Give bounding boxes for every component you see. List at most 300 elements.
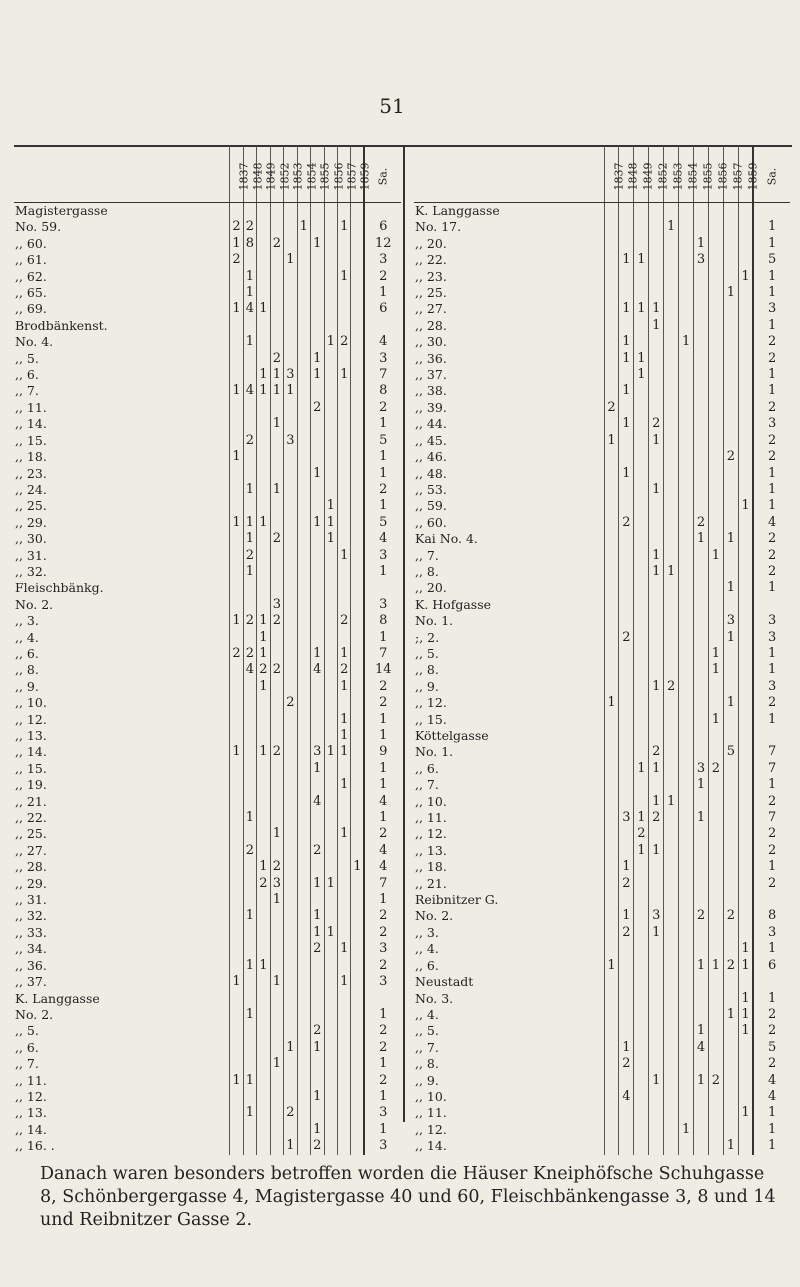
year-cell [311, 958, 324, 974]
year-cell [619, 236, 634, 252]
year-cell [351, 400, 364, 416]
year-cell [351, 974, 364, 990]
year-cell [351, 777, 364, 793]
sum-cell: 1 [753, 367, 790, 383]
year-cell [351, 367, 364, 383]
year-cell [230, 728, 243, 744]
row-label: ,, 30. [15, 531, 47, 547]
year-cell [664, 498, 679, 514]
year-cell [284, 958, 297, 974]
year-cell: 1 [664, 564, 679, 580]
year-cell [664, 908, 679, 924]
year-cell: 2 [270, 859, 283, 875]
year-cell [297, 810, 310, 826]
year-cell [708, 843, 723, 859]
year-cell: 1 [243, 564, 256, 580]
row-label: ,, 46. [415, 449, 447, 465]
year-cell [738, 1040, 753, 1056]
year-cell [324, 203, 337, 220]
year-cell [649, 498, 664, 514]
sum-cell [753, 728, 790, 744]
year-cell [604, 301, 619, 317]
sum-cell: 2 [364, 1073, 401, 1089]
year-cell [634, 1073, 649, 1089]
year-cell [257, 466, 270, 482]
year-cell: 1 [230, 974, 243, 990]
row-label: ,, 32. [15, 908, 47, 924]
year-cell [723, 548, 738, 564]
year-cell [604, 466, 619, 482]
year-cell [664, 269, 679, 285]
year-cell [604, 810, 619, 826]
year-cell [351, 203, 364, 220]
row-label: Brodbänkenst. [15, 317, 108, 333]
year-cell [243, 991, 256, 1007]
table-row [14, 1122, 401, 1138]
year-cell: 1 [351, 859, 364, 875]
year-cell [679, 400, 694, 416]
sum-cell: 2 [753, 433, 790, 449]
sum-cell [364, 203, 401, 220]
year-cell [679, 564, 694, 580]
year-cell [311, 498, 324, 514]
year-cell [708, 1023, 723, 1039]
year-cell [708, 482, 723, 498]
year-cell [324, 1040, 337, 1056]
sum-cell [364, 318, 401, 334]
year-cell [270, 433, 283, 449]
year-cell [257, 777, 270, 793]
year-cell [649, 941, 664, 957]
year-cell [619, 679, 634, 695]
year-cell [619, 712, 634, 728]
year-cell [311, 728, 324, 744]
year-cell [324, 219, 337, 235]
year-cell [257, 318, 270, 334]
year-cell [664, 744, 679, 760]
year-cell: 1 [619, 351, 634, 367]
year-cell [284, 351, 297, 367]
year-cell [694, 859, 709, 875]
year-cell [270, 761, 283, 777]
year-cell: 2 [337, 662, 350, 678]
year-cell [351, 482, 364, 498]
year-cell [708, 1089, 723, 1105]
row-label: Kai No. 4. [415, 531, 478, 547]
year-cell [738, 843, 753, 859]
table-row [414, 318, 790, 334]
year-cell [679, 433, 694, 449]
sum-cell: 1 [753, 991, 790, 1007]
year-cell [243, 203, 256, 220]
sum-cell: 1 [753, 1105, 790, 1121]
year-cell [243, 318, 256, 334]
year-cell [337, 1105, 350, 1121]
table-row [414, 662, 790, 678]
table-row [414, 761, 790, 777]
year-cell [649, 974, 664, 990]
year-cell [284, 646, 297, 662]
sum-cell: 2 [753, 351, 790, 367]
year-cell [284, 580, 297, 596]
year-cell [270, 991, 283, 1007]
sum-cell: 1 [364, 498, 401, 514]
year-cell [649, 351, 664, 367]
year-cell [634, 580, 649, 596]
year-cell [284, 859, 297, 875]
year-cell [243, 466, 256, 482]
row-label: ,, 29. [15, 514, 47, 530]
year-cell [619, 744, 634, 760]
year-cell [257, 433, 270, 449]
year-cell: 1 [649, 679, 664, 695]
sum-cell: 2 [364, 482, 401, 498]
year-cell: 2 [270, 744, 283, 760]
year-cell [708, 367, 723, 383]
year-cell [679, 826, 694, 842]
table-row [14, 548, 401, 564]
year-cell [337, 301, 350, 317]
year-cell [694, 712, 709, 728]
year-cell [694, 1122, 709, 1138]
year-cell [324, 941, 337, 957]
table-row [414, 449, 790, 465]
year-cell [351, 744, 364, 760]
year-label: 1855 [701, 162, 715, 190]
year-cell [257, 728, 270, 744]
row-label: ,, 5. [15, 1023, 39, 1039]
row-label: ,, 39. [415, 399, 447, 415]
year-cell [619, 531, 634, 547]
table-row [414, 1122, 790, 1138]
year-cell: 2 [230, 646, 243, 662]
year-cell [634, 712, 649, 728]
year-cell [634, 236, 649, 252]
sum-cell: 1 [753, 777, 790, 793]
table-row [14, 416, 401, 432]
year-cell [297, 826, 310, 842]
year-cell [679, 794, 694, 810]
row-label: ,, 20. [415, 580, 447, 596]
year-cell [284, 203, 297, 220]
year-cell: 1 [243, 285, 256, 301]
year-cell [297, 1122, 310, 1138]
year-cell [738, 1056, 753, 1072]
year-cell [708, 1105, 723, 1121]
year-cell [694, 597, 709, 613]
year-cell [284, 449, 297, 465]
year-cell [619, 269, 634, 285]
year-cell: 1 [649, 794, 664, 810]
year-cell [311, 1007, 324, 1023]
year-cell [230, 531, 243, 547]
year-cell [634, 498, 649, 514]
year-cell [723, 351, 738, 367]
sum-cell: 2 [364, 679, 401, 695]
year-cell [738, 416, 753, 432]
sum-cell: 1 [753, 383, 790, 399]
year-cell [708, 383, 723, 399]
sum-cell: 7 [753, 744, 790, 760]
table-row [14, 367, 401, 383]
year-cell [619, 1073, 634, 1089]
year-cell [634, 744, 649, 760]
year-cell [284, 662, 297, 678]
year-cell [337, 482, 350, 498]
year-cell [311, 269, 324, 285]
table-row [414, 219, 790, 235]
row-label: ,, 6. [415, 760, 439, 776]
year-cell [284, 482, 297, 498]
year-cell: 1 [634, 351, 649, 367]
row-label: No. 1. [415, 744, 454, 760]
year-cell [243, 1056, 256, 1072]
year-cell: 1 [243, 269, 256, 285]
year-cell: 3 [619, 810, 634, 826]
row-label: ,, 27. [415, 301, 447, 317]
year-cell: 1 [649, 548, 664, 564]
row-label: ,, 15. [415, 711, 447, 727]
year-cell: 1 [324, 498, 337, 514]
table-row [14, 219, 401, 235]
row-label: ;, 2. [415, 629, 440, 645]
year-cell [337, 433, 350, 449]
year-cell [243, 761, 256, 777]
table-row [14, 876, 401, 892]
year-cell [351, 564, 364, 580]
year-cell [723, 1089, 738, 1105]
year-cell [694, 695, 709, 711]
year-cell [297, 400, 310, 416]
year-cell [723, 991, 738, 1007]
year-cell [634, 613, 649, 629]
year-cell [723, 1073, 738, 1089]
table-row [414, 531, 790, 547]
row-label: ,, 12. [415, 1121, 447, 1137]
year-cell [723, 400, 738, 416]
row-label: No. 59. [15, 219, 62, 235]
sum-cell: 2 [364, 826, 401, 842]
year-cell: 1 [257, 613, 270, 629]
year-cell [619, 991, 634, 1007]
year-cell [679, 728, 694, 744]
table-row [414, 1105, 790, 1121]
year-cell: 1 [270, 416, 283, 432]
sum-cell: 14 [364, 662, 401, 678]
year-cell [738, 449, 753, 465]
year-cell [664, 1073, 679, 1089]
year-cell [694, 1056, 709, 1072]
year-cell [694, 991, 709, 1007]
year-cell [604, 1007, 619, 1023]
table-row [414, 777, 790, 793]
table-row [14, 1040, 401, 1056]
year-cell [337, 876, 350, 892]
year-cell [351, 1056, 364, 1072]
year-cell [723, 794, 738, 810]
year-cell: 1 [708, 662, 723, 678]
year-cell [738, 515, 753, 531]
year-cell: 1 [619, 383, 634, 399]
row-label: ,, 3. [415, 924, 439, 940]
year-cell: 1 [270, 383, 283, 399]
year-cell [230, 597, 243, 613]
year-cell [604, 580, 619, 596]
table-row [414, 679, 790, 695]
table-row [414, 695, 790, 711]
year-cell: 2 [694, 515, 709, 531]
sum-cell: 3 [364, 252, 401, 268]
year-cell [634, 794, 649, 810]
sum-cell: 1 [364, 728, 401, 744]
table-row [14, 712, 401, 728]
table-row [14, 695, 401, 711]
row-label: ,, 3. [15, 613, 39, 629]
sum-cell: 9 [364, 744, 401, 760]
year-cell [230, 777, 243, 793]
year-label: 1856 [332, 162, 346, 190]
year-cell [604, 794, 619, 810]
year-cell [694, 219, 709, 235]
year-cell [664, 1138, 679, 1154]
row-label: ,, 7. [415, 547, 439, 563]
year-cell: 2 [311, 400, 324, 416]
year-cell [694, 1007, 709, 1023]
year-cell [337, 203, 350, 220]
sum-cell [364, 991, 401, 1007]
year-cell [311, 252, 324, 268]
year-cell: 1 [738, 958, 753, 974]
year-cell [270, 777, 283, 793]
sum-cell: 7 [753, 761, 790, 777]
year-cell [604, 728, 619, 744]
year-cell [270, 679, 283, 695]
year-cell [738, 859, 753, 875]
year-cell: 3 [284, 367, 297, 383]
year-cell [649, 958, 664, 974]
year-cell [324, 416, 337, 432]
row-label: ,, 20. [415, 235, 447, 251]
year-cell [649, 334, 664, 350]
table-row [414, 908, 790, 924]
year-cell [649, 203, 664, 220]
year-cell [723, 383, 738, 399]
table-row [14, 744, 401, 760]
year-cell: 1 [337, 826, 350, 842]
row-label: ,, 16. . [15, 1138, 55, 1154]
year-label: 1855 [318, 162, 332, 190]
year-cell: 1 [708, 958, 723, 974]
year-cell: 2 [230, 219, 243, 235]
year-cell [243, 1122, 256, 1138]
year-cell [297, 318, 310, 334]
year-cell [649, 1122, 664, 1138]
year-cell [257, 203, 270, 220]
year-cell [738, 318, 753, 334]
year-cell [230, 794, 243, 810]
year-cell [723, 515, 738, 531]
year-cell [634, 1056, 649, 1072]
year-cell [723, 269, 738, 285]
year-cell [634, 285, 649, 301]
sum-cell: 1 [753, 482, 790, 498]
year-cell [708, 1138, 723, 1154]
year-cell [634, 564, 649, 580]
year-cell [708, 466, 723, 482]
table-row [14, 433, 401, 449]
year-cell [324, 810, 337, 826]
year-cell [619, 1122, 634, 1138]
year-cell [257, 1056, 270, 1072]
year-cell [723, 679, 738, 695]
year-cell [257, 1007, 270, 1023]
year-cell: 2 [284, 695, 297, 711]
year-cell [664, 1056, 679, 1072]
year-cell [604, 482, 619, 498]
table-row [14, 1007, 401, 1023]
year-cell: 1 [337, 548, 350, 564]
year-cell [337, 597, 350, 613]
year-cell [324, 1073, 337, 1089]
year-cell [324, 285, 337, 301]
year-cell [337, 958, 350, 974]
table-row [14, 1073, 401, 1089]
left-table [14, 146, 401, 1155]
year-cell [619, 449, 634, 465]
year-cell [604, 252, 619, 268]
year-cell [604, 515, 619, 531]
year-cell [738, 728, 753, 744]
year-cell [337, 991, 350, 1007]
year-cell [738, 1138, 753, 1154]
year-cell [604, 597, 619, 613]
row-label: ,, 22. [15, 810, 47, 826]
year-cell [311, 334, 324, 350]
year-cell [297, 515, 310, 531]
year-cell [311, 974, 324, 990]
year-cell [619, 728, 634, 744]
year-cell [337, 1122, 350, 1138]
year-cell [230, 695, 243, 711]
year-cell [708, 318, 723, 334]
sum-cell: 2 [753, 334, 790, 350]
year-cell [664, 449, 679, 465]
year-cell [634, 1007, 649, 1023]
year-cell [738, 203, 753, 220]
year-cell [723, 728, 738, 744]
year-cell: 1 [723, 285, 738, 301]
table-row [14, 974, 401, 990]
year-cell: 1 [694, 777, 709, 793]
year-cell [694, 662, 709, 678]
year-cell [664, 826, 679, 842]
year-cell [257, 1023, 270, 1039]
year-cell [297, 383, 310, 399]
year-cell: 1 [337, 744, 350, 760]
table-row [14, 1138, 401, 1154]
table-row [414, 1040, 790, 1056]
year-cell [351, 843, 364, 859]
table-row [414, 925, 790, 941]
year-label: 1853 [671, 162, 685, 190]
year-cell [619, 318, 634, 334]
year-cell: 2 [243, 433, 256, 449]
row-label: No. 2. [15, 1006, 54, 1022]
year-cell [738, 433, 753, 449]
year-cell [679, 318, 694, 334]
year-cell [679, 1073, 694, 1089]
year-cell [664, 941, 679, 957]
